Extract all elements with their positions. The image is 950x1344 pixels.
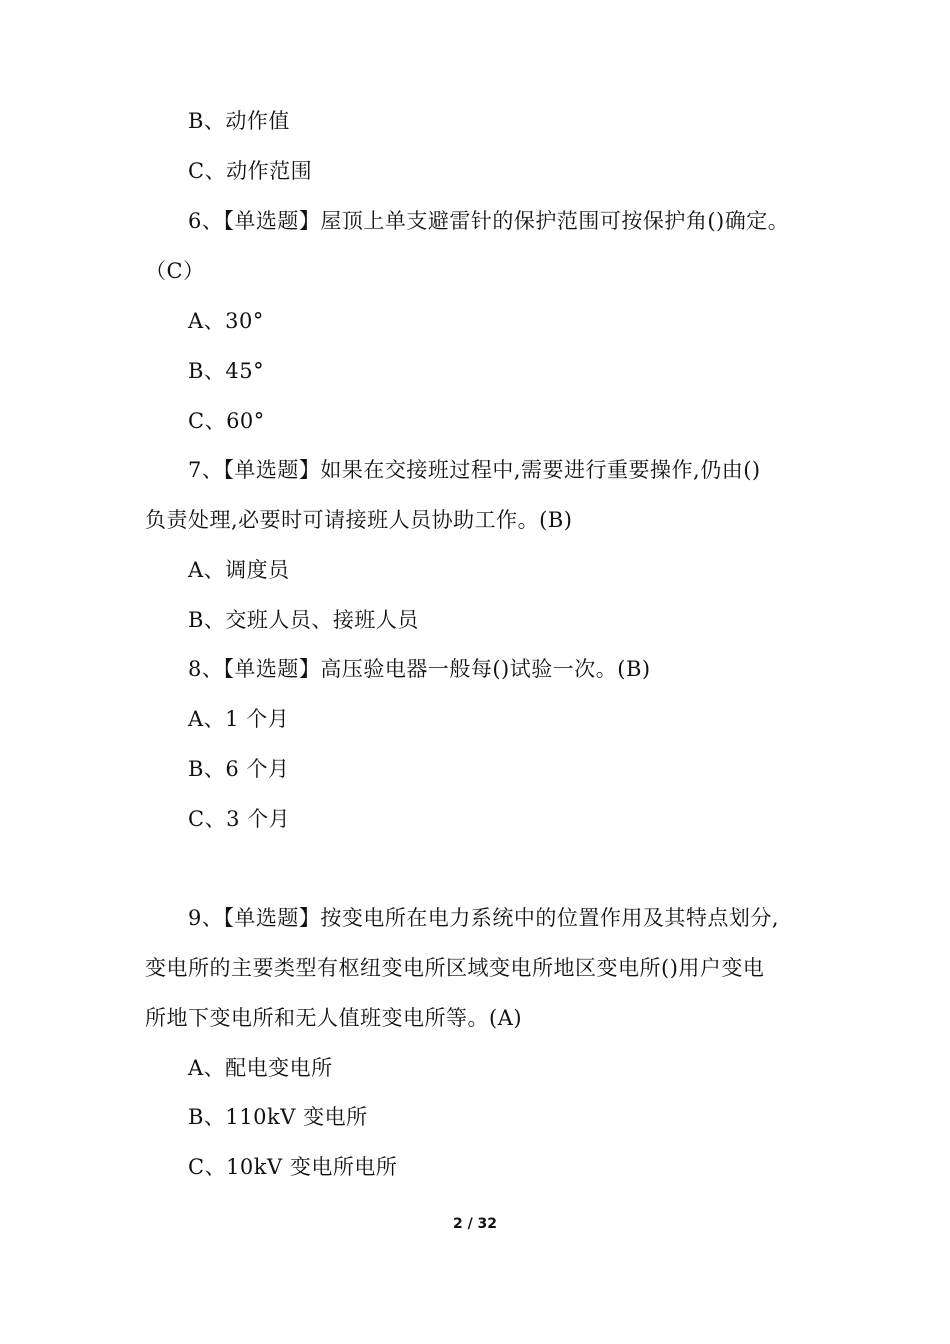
q6-option-b: B、45°: [188, 359, 265, 383]
q6-stem-line1: 6、【单选题】屋顶上单支避雷针的保护范围可按保护角()确定。: [188, 209, 790, 233]
q8-stem-line1: 8、【单选题】高压验电器一般每()试验一次。(B): [188, 657, 651, 681]
q7-option-a: A、调度员: [188, 558, 290, 582]
q6-stem-line2: （C）: [145, 259, 205, 283]
q8-option-c: C、3 个月: [188, 807, 291, 831]
q9-stem-line3: 所地下变电所和无人值班变电所等。(A): [145, 1006, 523, 1030]
q9-option-a: A、配电变电所: [188, 1056, 333, 1080]
q7-stem-line1: 7、【单选题】如果在交接班过程中,需要进行重要操作,仍由(): [188, 458, 761, 482]
q5-option-c: C、动作范围: [188, 159, 313, 183]
q7-option-b: B、交班人员、接班人员: [188, 608, 419, 632]
q9-option-c: C、10kV 变电所电所: [188, 1155, 398, 1179]
q8-option-b: B、6 个月: [188, 757, 290, 781]
q9-option-b: B、110kV 变电所: [188, 1105, 368, 1129]
q9-stem-line2: 变电所的主要类型有枢纽变电所区域变电所地区变电所()用户变电: [145, 956, 765, 980]
q6-option-a: A、30°: [188, 309, 264, 333]
page-number: 2 / 32: [452, 1216, 498, 1232]
q9-stem-line1: 9、【单选题】按变电所在电力系统中的位置作用及其特点划分,: [188, 906, 780, 930]
q6-option-c: C、60°: [188, 409, 265, 433]
q7-stem-line2: 负责处理,必要时可请接班人员协助工作。(B): [145, 508, 573, 532]
q5-option-b: B、动作值: [188, 109, 290, 133]
q8-option-a: A、1 个月: [188, 707, 290, 731]
